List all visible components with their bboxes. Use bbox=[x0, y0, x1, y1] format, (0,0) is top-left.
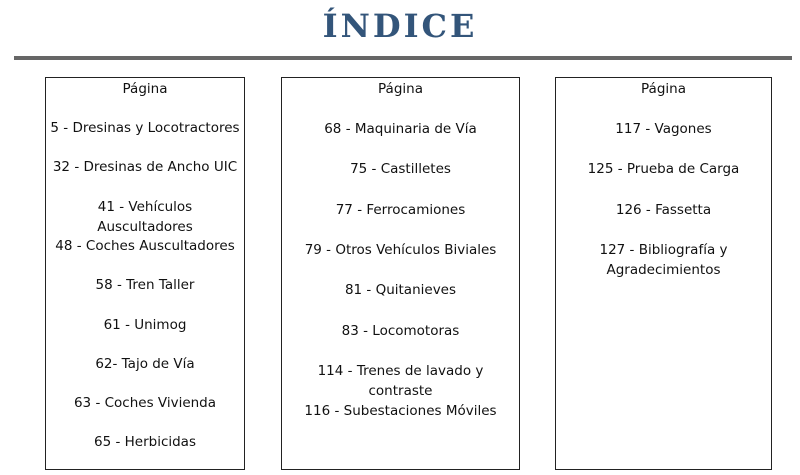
column-header: Página bbox=[378, 81, 423, 97]
index-entry: 62- Tajo de Vía bbox=[95, 355, 195, 372]
index-entry: 41 - Vehículos Auscultadores bbox=[97, 198, 193, 235]
column-header: Página bbox=[641, 81, 686, 97]
index-entry: 32 - Dresinas de Ancho UIC bbox=[52, 159, 238, 176]
index-entry: 79 - Otros Vehículos Biviales bbox=[304, 241, 497, 258]
index-column-1 bbox=[45, 77, 245, 470]
index-entry: 126 - Fassetta bbox=[615, 201, 712, 218]
index-entry: 48 - Coches Auscultadores bbox=[55, 237, 235, 254]
page-title: ÍNDICE bbox=[322, 7, 478, 45]
index-entry: 65 - Herbicidas bbox=[93, 434, 196, 451]
index-entry: 116 - Subestaciones Móviles bbox=[304, 403, 497, 420]
index-entry: 81 - Quitanieves bbox=[344, 282, 457, 299]
index-entry: 117 - Vagones bbox=[615, 121, 712, 137]
index-entry: 61 - Unimog bbox=[103, 316, 187, 333]
index-entry: 125 - Prueba de Carga bbox=[587, 161, 740, 178]
index-entry: 114 - Trenes de lavado y contraste bbox=[317, 362, 484, 399]
index-column-2 bbox=[281, 77, 520, 470]
index-column-3 bbox=[555, 77, 772, 470]
title-divider bbox=[14, 56, 792, 60]
index-entry: 83 - Locomotoras bbox=[341, 322, 460, 339]
column-header: Página bbox=[122, 81, 168, 97]
index-entry: 63 - Coches Vivienda bbox=[73, 395, 217, 412]
index-entry: 58 - Tren Taller bbox=[95, 277, 195, 294]
index-entry: 77 - Ferrocamiones bbox=[335, 201, 466, 218]
index-entry: 127 - Bibliografía y Agradecimientos bbox=[599, 241, 728, 278]
index-entry: 5 - Dresinas y Locotractores bbox=[50, 120, 240, 136]
index-entry: 75 - Castilletes bbox=[350, 161, 451, 178]
index-entry: 68 - Maquinaria de Vía bbox=[324, 121, 477, 137]
